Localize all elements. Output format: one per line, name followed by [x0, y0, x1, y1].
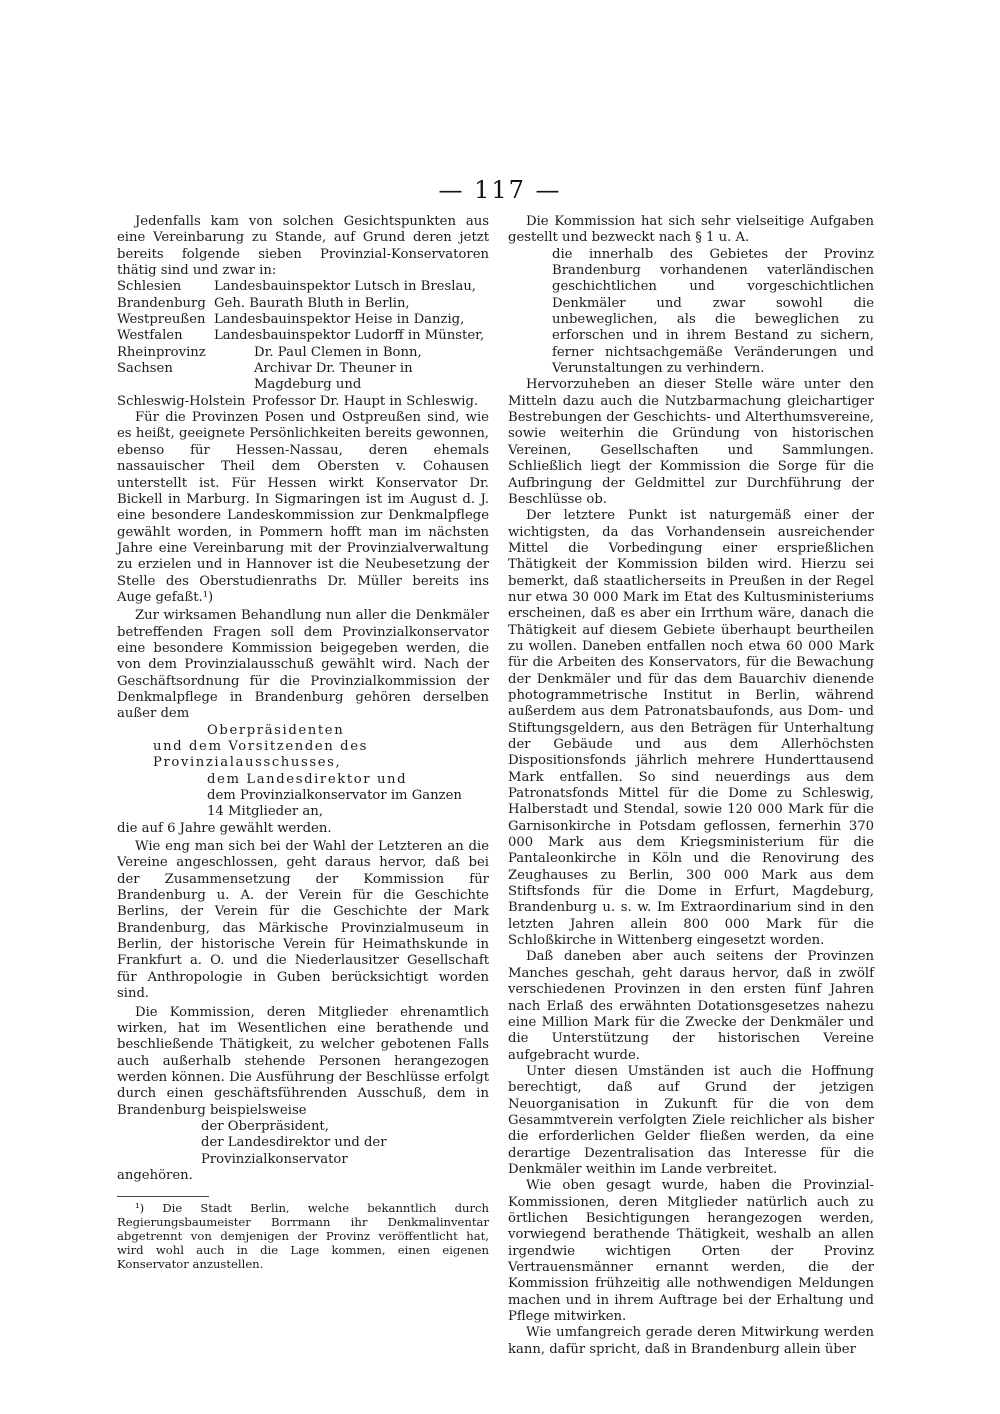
footnote: ¹) Die Stadt Berlin, welche bekanntlich durch Regierungsbaumeister Borrmann ihr Denkmalinventar abgetrennt von demjenigen der Provinz veröffentlicht hat, wird wohl auch in die Lage kommen, einen eigenen Konservator anzustellen.: [117, 1201, 489, 1272]
trustees-paragraph: Wie oben gesagt wurde, haben die Provinzial-Kommissionen, deren Mitglieder natürlich auch zu örtlichen Besichtigungen herangezogen werden, vorwiegend berathende Thätigkeit, weshalb an allen irgendwie wichtigen Orten der Provinz Vertrauensmänner ernannt werden, die der Kommission frühzeitig alle nothwendigen Meldungen machen und in ihrem Auftrage bei der Erhaltung und Pflege mitwirken.: [508, 1178, 874, 1325]
exec-member-line: der Oberpräsident,: [201, 1118, 329, 1134]
province-label: Westpreußen: [117, 312, 206, 328]
means-paragraph: Hervorzuheben an dieser Stelle wäre unter den Mitteln dazu auch die Nutzbarmachung gleichartiger Bestrebungen der Geschichts- und Alterthumsvereine, sowie weiterhin die Gründung von historischen Vereinen, Gesellschaften und Sammlungen. Schließlich liegt der Kommission die Sorge für die Aufbringung der Geldmittel zur Durchführung der Beschlüsse ob.: [508, 377, 874, 507]
tasks-quote: die innerhalb des Gebietes der Provinz Brandenburg vorhandenen vaterländischen geschichtlichen und vorgeschichtlichen Denkmäler und zwar sowohl die unbeweglichen, als die beweglichen zu erforschen und in ihrem Bestand zu sichern, ferner nichtsachgemäße Veränderungen und Verunstaltungen zu verhindern.: [552, 246, 874, 377]
provinces-funding-paragraph: Daß daneben aber auch seitens der Provinzen Manches geschah, geht daraus hervor, daß in zwölf verschiedenen Provinzen in den ersten fünf Jahren nach Erlaß des erwähnten Dotationsgesetzes nahezu eine Million Mark für die Zwecke der Denkmäler und die Unterstützung der historischen Vereine aufgebracht wurde.: [508, 949, 874, 1063]
extent-paragraph: Wie umfangreich gerade deren Mitwirkung werden kann, dafür spricht, daß in Brandenburg allein über: [508, 1325, 874, 1357]
conservator-row: [117, 296, 489, 312]
footnote-rule: [117, 1196, 209, 1197]
conservator-name: Landesbauinspektor Ludorff in Münster,: [214, 328, 485, 344]
conservator-list: [117, 279, 489, 410]
closing-line: angehören.: [117, 1167, 193, 1183]
exec-member-line: der Landesdirektor und der: [201, 1135, 387, 1151]
intro-paragraph: Jedenfalls kam von solchen Gesichtspunkten aus eine Vereinbarung zu Stande, auf Grund deren jetzt bereits folgende sieben Provinzial-Konservatoren thätig sind und zwar in:: [117, 214, 489, 279]
committee-paragraph: Die Kommission, deren Mitglieder ehrenamtlich wirken, hat im Wesentlichen eine berathende und beschließende Thätigkeit, zu welcher gebotenen Falls auch außerhalb stehende Personen herangezogen werden können. Die Ausführung der Beschlüsse erfolgt durch einen geschäftsführenden Ausschuß, dem in Brandenburg beispielsweise: [117, 1004, 489, 1118]
conservator-name: Archivar Dr. Theuner in Magdeburg und: [254, 361, 413, 393]
tasks-paragraph: Die Kommission hat sich sehr vielseitige Aufgaben gestellt und bezweckt nach § 1 u. A.: [508, 214, 874, 246]
commission-paragraph: Zur wirksamen Behandlung nun aller die Denkmäler betreffenden Fragen soll dem Provinzialkonservator eine besondere Kommission beigegeben werden, die von dem Provinzialausschuß gewählt wird. Nach der Geschäftsordnung für die Provinzialkommission der Denkmalpflege in Brandenburg gehören derselben außer dem: [117, 608, 489, 722]
member-line: dem Provinzialkonservator im Ganzen: [207, 788, 462, 804]
conservator-row: [117, 279, 489, 295]
conservator-name: Dr. Paul Clemen in Bonn,: [254, 344, 422, 360]
conservator-name: Professor Dr. Haupt in Schleswig.: [252, 393, 479, 409]
province-label: Westfalen: [117, 328, 183, 344]
page-number: — 117 —: [438, 176, 562, 204]
associations-paragraph: Wie eng man sich bei der Wahl der Letzteren an die Vereine angeschlossen, geht daraus hervor, daß bei der Zusammensetzung der Kommission für Brandenburg u. A. der Verein für die Geschichte Berlins, der Verein für die Geschichte der Mark Brandenburg, das Märkische Provinzialmuseum in Berlin, der historische Verein für Heimathskunde in Frankfurt a. O. und die Niederlausitzer Gesellschaft für Anthropologie in Guben berücksichtigt worden sind.: [117, 839, 489, 1002]
hope-paragraph: Unter diesen Umständen ist auch die Hoffnung berechtigt, daß auf Grund der jetzigen Neuorganisation in Zukunft für die von dem Gesammtverein verfolgten Ziele reichlicher als bisher die erforderlichen Gelder fließen werden, da eine derartige Dezentralisation das Interesse für die Denkmäler weithin im Lande verbreitet.: [508, 1063, 874, 1177]
member-line: die auf 6 Jahre gewählt werden.: [117, 820, 332, 836]
conservator-name: Landesbauinspektor Heise in Danzig,: [214, 312, 465, 328]
province-label: Schleswig-Holstein: [117, 393, 246, 409]
conservator-row: [117, 361, 489, 394]
conservator-row: [117, 328, 489, 344]
conservator-row: [117, 345, 489, 361]
right-column: [508, 214, 874, 1358]
conservator-row: [117, 312, 489, 328]
conservator-row: [117, 394, 489, 410]
conservator-name: Geh. Baurath Bluth in Berlin,: [214, 295, 410, 311]
exec-member-line: Provinzialkonservator: [201, 1151, 348, 1167]
province-label: Brandenburg: [117, 295, 206, 311]
province-label: Schlesien: [117, 279, 182, 295]
funding-paragraph: Der letztere Punkt ist naturgemäß einer der wichtigsten, da das Vorhandensein ausreichender Mittel die Vorbedingung einer ersprießlichen Thätigkeit der Kommission bilden wird. Hierzu sei bemerkt, daß staatlicherseits in Preußen in der Regel nur etwa 30 000 Mark im Etat des Kultusministeriums erscheinen, daß es aber ein Irrthum wäre, danach die Thätigkeit auf diesem Gebiete überhaupt beurtheilen zu wollen. Daneben entfallen noch etwa 60 000 Mark für die Arbeiten des Konservators, für die Bewachung der Denkmäler und für das dem Bauarchiv dienende photogrammetrische Institut in Berlin, während außerdem aus dem Patronatsbaufonds, aus Dom- und Stiftungsgeldern, aus den Beträgen für Unterhaltung der Gebäude und aus dem Allerhöchsten Dispositionsfonds jährlich mehrere Hunderttausend Mark entfallen. So sind neuerdings aus dem Patronatsfonds Mittel für die Dome zu Schleswig, Halberstadt und Stendal, sowie 120 000 Mark für die Garnisonkirche in Potsdam geflossen, fernerhin 370 000 Mark aus dem Kriegsministerium für die Pantaleonkirche in Köln und die Renovirung des Zeughauses zu Berlin, 300 000 Mark aus dem Stiftsfonds für die Dome in Erfurt, Magdeburg, Brandenburg u. s. w. Im Extraordinarium sind in den letzten Jahren allein 800 000 Mark für die Schloßkirche in Wittenberg eingesetzt worden.: [508, 508, 874, 949]
executive-members: [117, 1119, 489, 1168]
left-column: [117, 214, 489, 1271]
provinces-paragraph: Für die Provinzen Posen und Ostpreußen sind, wie es heißt, geeignete Persönlichkeiten bereits gewonnen, ebenso für Hessen-Nassau, deren ehemals nassauischer Theil dem Obersten v. Cohausen unterstellt ist. Für Hessen wirkt Konservator Dr. Bickell in Marburg. In Sigmaringen ist im August d. J. eine besondere Landeskommission zur Denkmalpflege gewählt worden, in Pommern hofft man im nächsten Jahre eine Vereinbarung mit der Provinzialverwaltung zu erzielen und in Hannover ist die Neubesetzung der Stelle des Oberstudienraths Dr. Müller bereits ins Auge gefaßt.¹): [117, 410, 489, 605]
member-line: 14 Mitglieder an,: [207, 804, 323, 820]
province-label: Sachsen: [117, 361, 173, 377]
member-line: Oberpräsidenten: [207, 722, 345, 738]
conservator-name: Landesbauinspektor Lutsch in Breslau,: [214, 279, 476, 295]
member-line: dem Landesdirektor und: [207, 771, 408, 787]
member-line: und dem Vorsitzenden des Provinzialausschusses,: [153, 739, 368, 771]
commission-members: [117, 723, 489, 837]
province-label: Rheinprovinz: [117, 344, 206, 360]
